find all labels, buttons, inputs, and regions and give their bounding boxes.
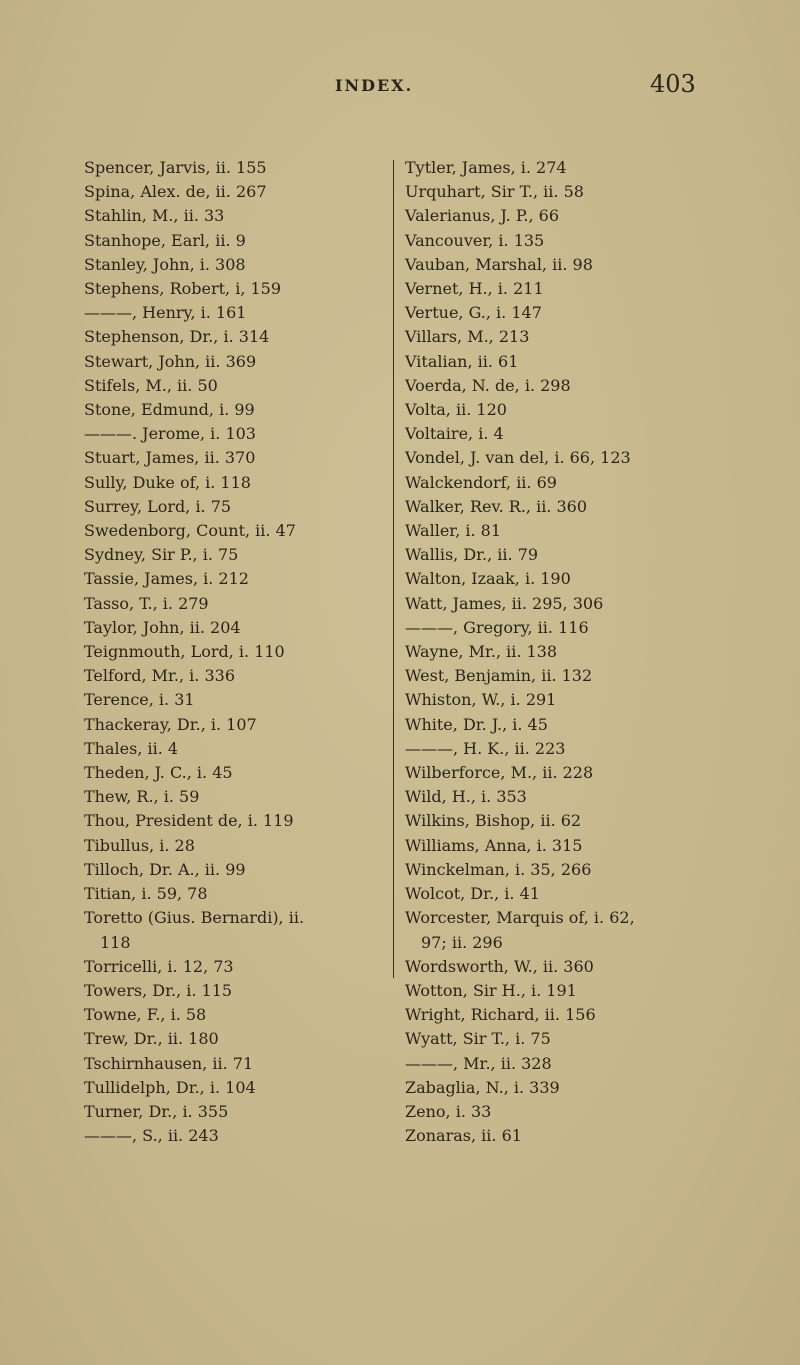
index-entry: Williams, Anna, i. 315 [405, 835, 583, 855]
index-entry: Tassie, James, i. 212 [84, 569, 249, 589]
index-entry: ———. Jerome, i. 103 [84, 424, 256, 444]
index-entry: Thales, ii. 4 [84, 738, 179, 758]
index-entry: Walker, Rev. R., ii. 360 [405, 496, 588, 516]
index-entry: ———, Gregory, ii. 116 [405, 617, 589, 637]
index-entry: Vernet, H., i. 211 [405, 279, 544, 299]
index-entry: Tilloch, Dr. A., ii. 99 [84, 859, 246, 879]
index-entry: Vancouver, i. 135 [405, 230, 545, 250]
index-entry: Walckendorf, ii. 69 [405, 472, 557, 492]
index-entry: Towers, Dr., i. 115 [84, 980, 233, 1000]
index-entry: Tibullus, i. 28 [84, 835, 195, 855]
index-entry: Stanley, John, i. 308 [84, 254, 246, 274]
index-entry: Wallis, Dr., ii. 79 [405, 545, 539, 565]
index-entry: 118 [100, 932, 131, 952]
index-entry: Taylor, John, ii. 204 [84, 617, 241, 637]
index-entry: Winckelman, i. 35, 266 [405, 859, 592, 879]
index-entry: Thou, President de, i. 119 [84, 811, 294, 831]
index-entry: Stephens, Robert, i, 159 [84, 279, 282, 299]
index-entry: Wilberforce, M., ii. 228 [405, 763, 594, 783]
index-entry: Telford, Mr., i. 336 [84, 666, 235, 686]
index-entry: Voltaire, i. 4 [405, 424, 504, 444]
index-entry: Stanhope, Earl, ii. 9 [84, 230, 246, 250]
index-entry: Swedenborg, Count, ii. 47 [84, 521, 296, 541]
column-divider [393, 160, 394, 978]
index-entry: Wayne, Mr., ii. 138 [405, 642, 558, 662]
index-entry: Stuart, James, ii. 370 [84, 448, 256, 468]
index-entry: Thackeray, Dr., i. 107 [84, 714, 257, 734]
index-entry: Tschirnhausen, ii. 71 [84, 1053, 254, 1073]
index-entry: Wotton, Sir H., i. 191 [405, 980, 577, 1000]
index-entry: Wild, H., i. 353 [405, 787, 527, 807]
index-entry: West, Benjamin, ii. 132 [405, 666, 593, 686]
index-entry: Vondel, J. van del, i. 66, 123 [405, 448, 631, 468]
index-entry: Trew, Dr., ii. 180 [84, 1029, 219, 1049]
index-entry: Zonaras, ii. 61 [405, 1126, 522, 1146]
index-entry: Tytler, James, i. 274 [405, 158, 567, 177]
index-entry: Vauban, Marshal, ii. 98 [405, 254, 593, 274]
index-entry: Villars, M., 213 [405, 327, 530, 347]
index-entry: Voerda, N. de, i. 298 [405, 375, 571, 395]
index-entry: Sydney, Sir P., i. 75 [84, 545, 239, 565]
index-entry: Tullidelph, Dr., i. 104 [84, 1077, 256, 1097]
index-entry: ———, H. K., ii. 223 [405, 738, 566, 758]
index-entry: Towne, F., i. 58 [84, 1005, 207, 1025]
index-entry: Worcester, Marquis of, i. 62, [405, 908, 635, 928]
index-entry: Spencer, Jarvis, ii. 155 [84, 158, 267, 177]
index-entry: Walton, Izaak, i. 190 [405, 569, 571, 589]
index-entry: Wright, Richard, ii. 156 [405, 1005, 596, 1025]
index-entry: Tasso, T., i. 279 [84, 593, 209, 613]
index-entry: Turner, Dr., i. 355 [84, 1101, 229, 1121]
index-entry: Zabaglia, N., i. 339 [405, 1077, 560, 1097]
index-entry: Stephenson, Dr., i. 314 [84, 327, 270, 347]
index-entry: Theden, J. C., i. 45 [84, 763, 233, 783]
index-entry: Wyatt, Sir T., i. 75 [405, 1029, 551, 1049]
index-entry: Surrey, Lord, i. 75 [84, 496, 232, 516]
index-column-right [405, 156, 635, 1148]
index-entry: Stewart, John, ii. 369 [84, 351, 257, 371]
index-entry: Vertue, G., i. 147 [405, 303, 542, 323]
index-entry: Volta, ii. 120 [405, 400, 507, 420]
index-entry: Stone, Edmund, i. 99 [84, 400, 255, 420]
index-entry: Whiston, W., i. 291 [405, 690, 557, 710]
index-entry: Stahlin, M., ii. 33 [84, 206, 225, 226]
page-number: 403 [650, 70, 696, 98]
index-column-left [84, 156, 304, 1148]
index-entry: Wilkins, Bishop, ii. 62 [405, 811, 582, 831]
index-entry: White, Dr. J., i. 45 [405, 714, 548, 734]
index-entry: Toretto (Gius. Bernardi), ii. [84, 908, 305, 928]
index-entry: Urquhart, Sir T., ii. 58 [405, 182, 584, 202]
index-entry: Watt, James, ii. 295, 306 [405, 593, 604, 613]
index-entry: 97; ii. 296 [421, 932, 503, 952]
index-entry: Sully, Duke of, i. 118 [84, 472, 251, 492]
index-entry: Waller, i. 81 [405, 521, 502, 541]
index-entry: Stifels, M., ii. 50 [84, 375, 218, 395]
index-entry: Wolcot, Dr., i. 41 [405, 884, 540, 904]
index-entry: Titian, i. 59, 78 [84, 884, 208, 904]
index-entry: Vitalian, ii. 61 [405, 351, 519, 371]
index-entry: Spina, Alex. de, ii. 267 [84, 182, 267, 202]
index-entry: ———, S., ii. 243 [84, 1126, 219, 1146]
index-entry: ———, Mr., ii. 328 [405, 1053, 552, 1073]
index-entry: Torricelli, i. 12, 73 [84, 956, 234, 976]
index-entry: Valerianus, J. P., 66 [405, 206, 559, 226]
index-entry: Thew, R., i. 59 [84, 787, 200, 807]
running-head: INDEX. [335, 76, 414, 95]
index-entry: Zeno, i. 33 [405, 1101, 492, 1121]
index-entry: Wordsworth, W., ii. 360 [405, 956, 594, 976]
index-entry: ———, Henry, i. 161 [84, 303, 247, 323]
index-entry: Teignmouth, Lord, i. 110 [84, 642, 285, 662]
index-entry: Terence, i. 31 [84, 690, 195, 710]
